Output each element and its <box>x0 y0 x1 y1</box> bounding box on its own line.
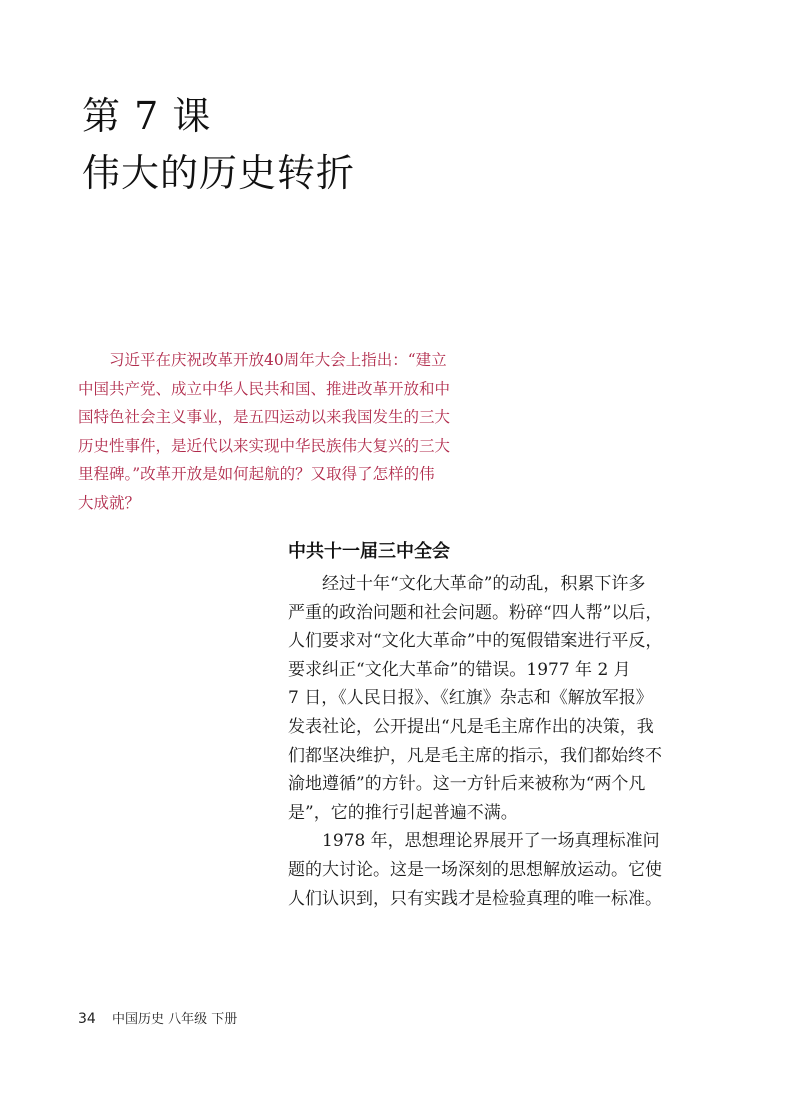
section-heading: 中共十一届三中全会 <box>288 541 450 562</box>
intro-line: 里程碑。”改革开放是如何起航的？又取得了怎样的伟 <box>78 465 435 484</box>
intro-line: 习近平在庆祝改革开放40周年大会上指出：“建立 <box>78 351 447 369</box>
body-line: 们都坚决维护，凡是毛主席的指示，我们都始终不 <box>288 745 662 766</box>
body-line: 经过十年“文化大革命”的动乱，积累下许多 <box>288 574 646 594</box>
body-line: 1978 年，思想理论界展开了一场真理标准问 <box>288 831 660 852</box>
page-footer <box>78 1010 237 1029</box>
section-body <box>288 570 708 913</box>
page-number: 34 <box>78 1011 96 1027</box>
lesson-number: 第 7 课 <box>82 94 212 138</box>
intro-line: 历史性事件，是近代以来实现中华民族伟大复兴的三大 <box>78 436 451 455</box>
body-line: 人们认识到，只有实践才是检验真理的唯一标准。 <box>288 888 662 909</box>
intro-line: 中国共产党、成立中华人民共和国、推进改革开放和中 <box>78 379 451 398</box>
body-line: 7 日，《人民日报》、《红旗》杂志和《解放军报》 <box>288 688 653 709</box>
body-line: 要求纠正“文化大革命”的错误。1977 年 2 月 <box>288 659 631 680</box>
book-title: 中国历史 八年级 下册 <box>111 1012 238 1027</box>
intro-line: 国特色社会主义事业，是五四运动以来我国发生的三大 <box>78 408 451 427</box>
lesson-title: 伟大的历史转折 <box>82 151 356 195</box>
body-line: 是”，它的推行引起普遍不满。 <box>288 802 518 823</box>
intro-line: 大成就？ <box>78 493 141 512</box>
body-line: 人们要求对“文化大革命”中的冤假错案进行平反， <box>288 631 663 652</box>
intro-paragraph <box>78 346 698 518</box>
body-line: 严重的政治问题和社会问题。粉碎“四人帮”以后， <box>288 602 663 623</box>
body-line: 渝地遵循”的方针。这一方针后来被称为“两个凡 <box>288 774 646 795</box>
body-line: 发表社论，公开提出“凡是毛主席作出的决策，我 <box>288 716 654 737</box>
body-line: 题的大讨论。这是一场深刻的思想解放运动。它使 <box>288 859 662 880</box>
